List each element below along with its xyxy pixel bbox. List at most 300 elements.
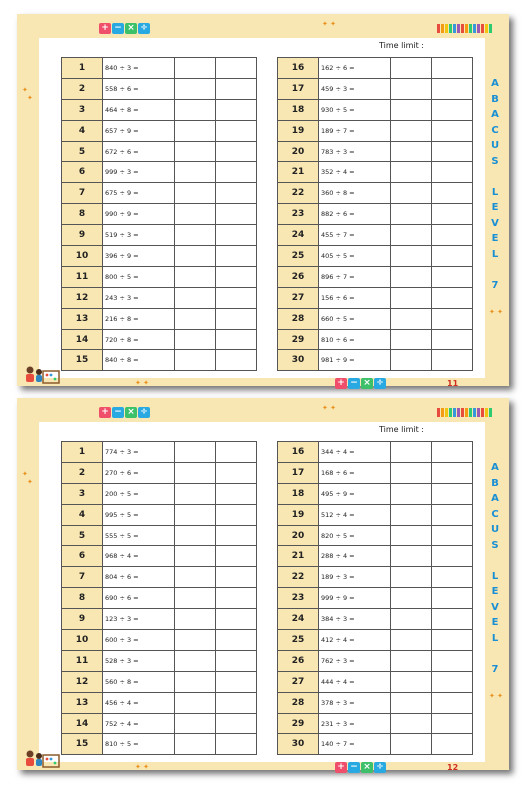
title-letter: B — [491, 477, 499, 489]
answer-cell[interactable] — [175, 308, 216, 329]
division-problem: 352 ÷ 4 = — [319, 162, 391, 183]
problem-number: 25 — [278, 630, 319, 651]
problem-number: 1 — [62, 442, 103, 463]
answer-cell[interactable] — [432, 350, 473, 371]
worksheet-content — [39, 422, 485, 762]
title-letter: S — [491, 539, 499, 551]
star-icon: ✦ ✦ — [489, 692, 503, 700]
answer-cell[interactable] — [216, 287, 257, 308]
answer-cell[interactable] — [216, 734, 257, 755]
problem-number: 4 — [62, 504, 103, 525]
answer-cell[interactable] — [391, 350, 432, 371]
title-letter: 7 — [491, 663, 499, 675]
answer-cell[interactable] — [175, 462, 216, 483]
problem-number: 29 — [278, 713, 319, 734]
title-letter: L — [491, 186, 499, 198]
title-letter: C — [491, 508, 499, 520]
answer-cell[interactable] — [391, 442, 432, 463]
answer-cell[interactable] — [216, 671, 257, 692]
star-icon: ✦ — [27, 94, 33, 102]
problem-number: 15 — [62, 734, 103, 755]
title-letter: A — [491, 109, 499, 120]
problem-row — [62, 350, 257, 371]
problem-row — [62, 504, 257, 525]
division-problem: 840 ÷ 8 = — [103, 350, 175, 371]
star-icon: ✦ — [27, 478, 33, 486]
answer-cell[interactable] — [432, 58, 473, 79]
math-operator-tiles-icon: + − × ÷ — [99, 407, 150, 418]
answer-cell[interactable] — [175, 671, 216, 692]
answer-cell[interactable] — [216, 350, 257, 371]
problem-table-left — [61, 57, 257, 371]
answer-cell[interactable] — [432, 630, 473, 651]
division-problem: 412 ÷ 4 = — [319, 630, 391, 651]
answer-cell[interactable] — [391, 78, 432, 99]
answer-cell[interactable] — [391, 525, 432, 546]
answer-cell[interactable] — [175, 713, 216, 734]
answer-cell[interactable] — [432, 225, 473, 246]
answer-cell[interactable] — [391, 204, 432, 225]
answer-cell[interactable] — [216, 483, 257, 504]
answer-cell[interactable] — [391, 141, 432, 162]
answer-cell[interactable] — [432, 588, 473, 609]
division-problem: 360 ÷ 8 = — [319, 183, 391, 204]
division-problem: 189 ÷ 3 = — [319, 567, 391, 588]
answer-cell[interactable] — [216, 462, 257, 483]
problem-row — [278, 525, 473, 546]
problem-row — [62, 287, 257, 308]
answer-cell[interactable] — [216, 442, 257, 463]
problem-row — [62, 609, 257, 630]
problem-number: 19 — [278, 504, 319, 525]
title-letter: S — [491, 155, 499, 167]
problem-row — [62, 442, 257, 463]
math-operator-tiles-icon: + − × ÷ — [335, 378, 386, 389]
division-problem: 243 ÷ 3 = — [103, 287, 175, 308]
problem-row — [62, 630, 257, 651]
answer-cell[interactable] — [391, 183, 432, 204]
division-problem: 930 ÷ 5 = — [319, 99, 391, 120]
answer-cell[interactable] — [391, 650, 432, 671]
division-problem: 140 ÷ 7 = — [319, 734, 391, 755]
worksheet-page-11 — [17, 14, 509, 386]
division-problem: 660 ÷ 5 = — [319, 308, 391, 329]
division-problem: 995 ÷ 5 = — [103, 504, 175, 525]
answer-cell[interactable] — [432, 609, 473, 630]
answer-cell[interactable] — [432, 99, 473, 120]
division-problem: 690 ÷ 6 = — [103, 588, 175, 609]
division-problem: 200 ÷ 5 = — [103, 483, 175, 504]
problem-number: 1 — [62, 58, 103, 79]
worksheet-page-12 — [17, 398, 509, 770]
answer-cell[interactable] — [432, 162, 473, 183]
answer-cell[interactable] — [432, 246, 473, 267]
problem-number: 10 — [62, 630, 103, 651]
division-problem: 820 ÷ 5 = — [319, 525, 391, 546]
answer-cell[interactable] — [216, 609, 257, 630]
problem-number: 28 — [278, 308, 319, 329]
problem-row — [278, 567, 473, 588]
problem-number: 18 — [278, 99, 319, 120]
answer-cell[interactable] — [175, 287, 216, 308]
answer-cell[interactable] — [432, 671, 473, 692]
answer-cell[interactable] — [216, 225, 257, 246]
problem-number: 4 — [62, 120, 103, 141]
answer-cell[interactable] — [175, 567, 216, 588]
answer-cell[interactable] — [216, 588, 257, 609]
division-problem: 384 ÷ 3 = — [319, 609, 391, 630]
page-number: 12 — [447, 763, 459, 772]
problem-number: 20 — [278, 525, 319, 546]
problem-number: 30 — [278, 734, 319, 755]
answer-cell[interactable] — [216, 546, 257, 567]
problem-number: 19 — [278, 120, 319, 141]
answer-cell[interactable] — [432, 204, 473, 225]
pencils-icon — [437, 24, 492, 33]
problem-number: 18 — [278, 483, 319, 504]
problem-row — [62, 78, 257, 99]
problem-row — [62, 588, 257, 609]
division-problem: 512 ÷ 4 = — [319, 504, 391, 525]
division-problem: 464 ÷ 8 = — [103, 99, 175, 120]
answer-cell[interactable] — [175, 630, 216, 651]
division-problem: 168 ÷ 6 = — [319, 462, 391, 483]
problem-number: 6 — [62, 546, 103, 567]
problem-row — [278, 329, 473, 350]
answer-cell[interactable] — [432, 287, 473, 308]
answer-cell[interactable] — [391, 58, 432, 79]
answer-cell[interactable] — [391, 671, 432, 692]
answer-cell[interactable] — [216, 308, 257, 329]
division-problem: 968 ÷ 4 = — [103, 546, 175, 567]
answer-cell[interactable] — [216, 329, 257, 350]
problem-row — [62, 483, 257, 504]
answer-cell[interactable] — [175, 609, 216, 630]
answer-cell[interactable] — [175, 225, 216, 246]
star-icon: ✦ ✦ — [322, 404, 336, 412]
answer-cell[interactable] — [175, 266, 216, 287]
answer-cell[interactable] — [432, 308, 473, 329]
worksheet-content — [39, 38, 485, 378]
answer-cell[interactable] — [391, 504, 432, 525]
pencils-icon — [437, 408, 492, 417]
answer-cell[interactable] — [216, 183, 257, 204]
answer-cell[interactable] — [432, 483, 473, 504]
answer-cell[interactable] — [216, 246, 257, 267]
answer-cell[interactable] — [391, 99, 432, 120]
problem-row — [278, 734, 473, 755]
problem-number: 9 — [62, 225, 103, 246]
star-icon: ✦ ✦ — [135, 763, 149, 771]
division-problem: 560 ÷ 8 = — [103, 671, 175, 692]
answer-cell[interactable] — [175, 504, 216, 525]
problem-table-right — [277, 441, 473, 755]
answer-cell[interactable] — [391, 329, 432, 350]
division-problem: 555 ÷ 5 = — [103, 525, 175, 546]
problem-row — [278, 350, 473, 371]
division-problem: 762 ÷ 3 = — [319, 650, 391, 671]
title-letter: U — [490, 140, 500, 151]
division-problem: 675 ÷ 9 = — [103, 183, 175, 204]
kids-abacus-icon — [23, 749, 61, 769]
problem-table-left — [61, 441, 257, 755]
answer-cell[interactable] — [391, 287, 432, 308]
answer-cell[interactable] — [391, 462, 432, 483]
answer-cell[interactable] — [175, 99, 216, 120]
problem-row — [278, 162, 473, 183]
answer-cell[interactable] — [175, 442, 216, 463]
problem-number: 15 — [62, 350, 103, 371]
problem-row — [62, 99, 257, 120]
answer-cell[interactable] — [391, 567, 432, 588]
answer-cell[interactable] — [175, 692, 216, 713]
problem-number: 21 — [278, 546, 319, 567]
answer-cell[interactable] — [175, 246, 216, 267]
problem-number: 9 — [62, 609, 103, 630]
problem-number: 3 — [62, 483, 103, 504]
answer-cell[interactable] — [175, 204, 216, 225]
division-problem: 720 ÷ 8 = — [103, 329, 175, 350]
problem-number: 20 — [278, 141, 319, 162]
title-letter: B — [491, 93, 499, 105]
problem-row — [278, 183, 473, 204]
problem-row — [278, 692, 473, 713]
problem-number: 8 — [62, 588, 103, 609]
problem-row — [278, 78, 473, 99]
title-letter: V — [491, 217, 499, 229]
answer-cell[interactable] — [432, 525, 473, 546]
answer-cell[interactable] — [391, 266, 432, 287]
title-letter: U — [490, 524, 500, 535]
answer-cell[interactable] — [216, 120, 257, 141]
problem-row — [278, 442, 473, 463]
division-problem: 774 ÷ 3 = — [103, 442, 175, 463]
answer-cell[interactable] — [432, 504, 473, 525]
answer-cell[interactable] — [216, 504, 257, 525]
problem-number: 29 — [278, 329, 319, 350]
division-problem: 156 ÷ 6 = — [319, 287, 391, 308]
division-problem: 990 ÷ 9 = — [103, 204, 175, 225]
answer-cell[interactable] — [432, 78, 473, 99]
answer-cell[interactable] — [216, 692, 257, 713]
answer-cell[interactable] — [175, 483, 216, 504]
answer-cell[interactable] — [391, 609, 432, 630]
answer-cell[interactable] — [391, 308, 432, 329]
division-problem: 270 ÷ 6 = — [103, 462, 175, 483]
problem-row — [278, 120, 473, 141]
abacus-level-title — [488, 76, 502, 293]
answer-cell[interactable] — [216, 58, 257, 79]
answer-cell[interactable] — [175, 588, 216, 609]
problem-row — [62, 141, 257, 162]
answer-cell[interactable] — [432, 329, 473, 350]
problem-number: 27 — [278, 671, 319, 692]
answer-cell[interactable] — [175, 162, 216, 183]
division-problem: 752 ÷ 4 = — [103, 713, 175, 734]
division-problem: 495 ÷ 9 = — [319, 483, 391, 504]
answer-cell[interactable] — [391, 162, 432, 183]
problem-row — [62, 204, 257, 225]
answer-cell[interactable] — [216, 78, 257, 99]
problem-row — [278, 287, 473, 308]
division-problem: 405 ÷ 5 = — [319, 246, 391, 267]
division-problem: 444 ÷ 4 = — [319, 671, 391, 692]
title-letter: 7 — [491, 279, 499, 291]
title-letter: L — [491, 570, 499, 582]
title-letter: L — [491, 632, 499, 644]
answer-cell[interactable] — [175, 650, 216, 671]
problem-number: 21 — [278, 162, 319, 183]
division-problem: 840 ÷ 3 = — [103, 58, 175, 79]
answer-cell[interactable] — [432, 546, 473, 567]
answer-cell[interactable] — [432, 442, 473, 463]
answer-cell[interactable] — [432, 567, 473, 588]
star-icon: ✦ — [22, 86, 28, 94]
problem-number: 13 — [62, 308, 103, 329]
page-number: 11 — [447, 379, 459, 388]
title-letter: L — [491, 248, 499, 260]
title-letter: E — [491, 617, 499, 628]
division-problem: 657 ÷ 9 = — [103, 120, 175, 141]
answer-cell[interactable] — [175, 141, 216, 162]
title-letter — [488, 553, 502, 569]
problem-row — [62, 183, 257, 204]
division-problem: 519 ÷ 3 = — [103, 225, 175, 246]
problem-number: 12 — [62, 671, 103, 692]
answer-cell[interactable] — [391, 120, 432, 141]
division-problem: 882 ÷ 6 = — [319, 204, 391, 225]
problem-row — [62, 713, 257, 734]
problem-number: 28 — [278, 692, 319, 713]
answer-cell[interactable] — [216, 650, 257, 671]
division-problem: 216 ÷ 8 = — [103, 308, 175, 329]
answer-cell[interactable] — [175, 78, 216, 99]
answer-cell[interactable] — [391, 546, 432, 567]
problem-row — [62, 525, 257, 546]
star-icon: ✦ ✦ — [135, 379, 149, 387]
problem-row — [62, 225, 257, 246]
division-problem: 459 ÷ 3 = — [319, 78, 391, 99]
title-letter: C — [491, 124, 499, 136]
problem-number: 16 — [278, 442, 319, 463]
problem-number: 11 — [62, 266, 103, 287]
answer-cell[interactable] — [432, 650, 473, 671]
division-problem: 528 ÷ 3 = — [103, 650, 175, 671]
title-letter — [488, 262, 502, 278]
problem-number: 13 — [62, 692, 103, 713]
problem-number: 23 — [278, 588, 319, 609]
answer-cell[interactable] — [175, 734, 216, 755]
answer-cell[interactable] — [175, 58, 216, 79]
answer-cell[interactable] — [175, 329, 216, 350]
answer-cell[interactable] — [175, 183, 216, 204]
problem-row — [62, 546, 257, 567]
division-problem: 378 ÷ 3 = — [319, 692, 391, 713]
division-problem: 896 ÷ 7 = — [319, 266, 391, 287]
problem-row — [278, 58, 473, 79]
division-problem: 396 ÷ 9 = — [103, 246, 175, 267]
answer-cell[interactable] — [175, 120, 216, 141]
problem-row — [62, 246, 257, 267]
answer-cell[interactable] — [391, 734, 432, 755]
problem-number: 27 — [278, 287, 319, 308]
answer-cell[interactable] — [391, 225, 432, 246]
problem-row — [62, 329, 257, 350]
answer-cell[interactable] — [216, 525, 257, 546]
time-limit-label: Time limit : — [379, 425, 424, 434]
problem-row — [278, 308, 473, 329]
answer-cell[interactable] — [175, 525, 216, 546]
division-problem: 804 ÷ 6 = — [103, 567, 175, 588]
answer-cell[interactable] — [432, 141, 473, 162]
problem-row — [62, 58, 257, 79]
answer-cell[interactable] — [391, 630, 432, 651]
answer-cell[interactable] — [432, 734, 473, 755]
answer-cell[interactable] — [432, 266, 473, 287]
problem-row — [278, 483, 473, 504]
answer-cell[interactable] — [175, 350, 216, 371]
answer-cell[interactable] — [391, 246, 432, 267]
star-icon: ✦ ✦ — [489, 308, 503, 316]
problem-row — [278, 650, 473, 671]
answer-cell[interactable] — [432, 462, 473, 483]
title-letter: E — [491, 202, 499, 213]
title-letter: V — [491, 601, 499, 613]
answer-cell[interactable] — [175, 546, 216, 567]
division-problem: 672 ÷ 6 = — [103, 141, 175, 162]
problem-row — [62, 120, 257, 141]
star-icon: ✦ ✦ — [322, 20, 336, 28]
title-letter: A — [491, 78, 499, 89]
answer-cell[interactable] — [216, 162, 257, 183]
answer-cell[interactable] — [391, 483, 432, 504]
problem-number: 30 — [278, 350, 319, 371]
answer-cell[interactable] — [216, 99, 257, 120]
division-problem: 455 ÷ 7 = — [319, 225, 391, 246]
answer-cell[interactable] — [432, 692, 473, 713]
answer-cell[interactable] — [216, 204, 257, 225]
problem-number: 17 — [278, 462, 319, 483]
problem-row — [62, 162, 257, 183]
answer-cell[interactable] — [216, 630, 257, 651]
problem-number: 14 — [62, 713, 103, 734]
answer-cell[interactable] — [216, 141, 257, 162]
answer-cell[interactable] — [391, 588, 432, 609]
problem-number: 5 — [62, 141, 103, 162]
division-problem: 231 ÷ 3 = — [319, 713, 391, 734]
math-operator-tiles-icon: + − × ÷ — [335, 762, 386, 773]
answer-cell[interactable] — [432, 120, 473, 141]
answer-cell[interactable] — [216, 713, 257, 734]
answer-cell[interactable] — [432, 183, 473, 204]
problem-row — [278, 713, 473, 734]
division-problem: 456 ÷ 4 = — [103, 692, 175, 713]
answer-cell[interactable] — [216, 266, 257, 287]
division-problem: 162 ÷ 6 = — [319, 58, 391, 79]
math-operator-tiles-icon: + − × ÷ — [99, 23, 150, 34]
problem-number: 23 — [278, 204, 319, 225]
division-problem: 189 ÷ 7 = — [319, 120, 391, 141]
answer-cell[interactable] — [391, 692, 432, 713]
problem-number: 5 — [62, 525, 103, 546]
answer-cell[interactable] — [216, 567, 257, 588]
problem-number: 2 — [62, 78, 103, 99]
kids-abacus-icon — [23, 365, 61, 385]
problem-number: 2 — [62, 462, 103, 483]
answer-cell[interactable] — [432, 713, 473, 734]
problem-row — [278, 630, 473, 651]
answer-cell[interactable] — [391, 713, 432, 734]
